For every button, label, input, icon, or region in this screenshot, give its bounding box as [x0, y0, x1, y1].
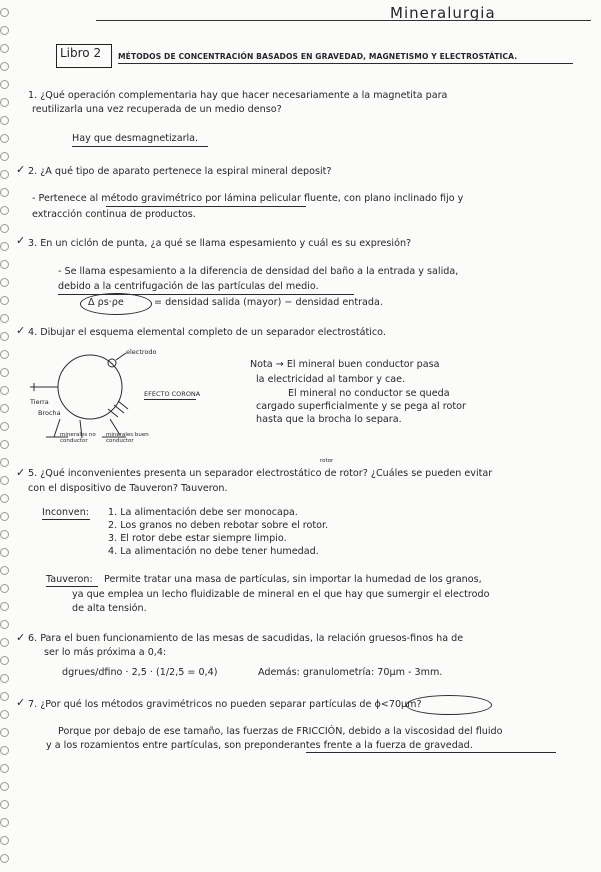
- tauv-underline: [46, 586, 98, 587]
- q5-item-4: 4. La alimentación no debe tener humedad.: [108, 546, 319, 557]
- check-mark: ✓: [16, 466, 26, 479]
- chapter-underline: [118, 63, 573, 64]
- q2-ans1: - Pertenece al método gravimétrico por lámina pelicular fluente, con plano inclinado fijo y: [32, 193, 464, 204]
- q5-tauv3: de alta tensión.: [72, 603, 147, 614]
- q3-formula-text: = densidad salida (mayor) − densidad entrada.: [154, 297, 383, 308]
- q4-note5: hasta que la brocha lo separa.: [256, 414, 402, 425]
- q7-line1: 7. ¿Por qué los métodos gravimétricos no pueden separar partículas de ϕ<70μm?: [28, 699, 422, 710]
- q1-answer: Hay que desmagnetizarla.: [72, 133, 199, 144]
- q5-tauv1: Permite tratar una masa de partículas, sin importar la humedad de los granos,: [104, 574, 482, 585]
- q1-line2: reutilizarla una vez recuperada de un medio denso?: [32, 104, 282, 115]
- q7-underline: [306, 752, 556, 753]
- check-mark: ✓: [16, 696, 26, 709]
- check-mark: ✓: [16, 234, 26, 247]
- q4-note4: cargado superficialmente y se pega al rotor: [256, 401, 466, 412]
- q2-line1: 2. ¿A qué tipo de aparato pertenece la espiral mineral deposit?: [28, 166, 332, 177]
- q1-underline: [72, 146, 208, 147]
- corona-underline: [144, 399, 196, 400]
- q3-ans2: debido a la centrifugación de las partículas del medio.: [58, 281, 319, 292]
- q6-line1: 6. Para el buen funcionamiento de las mesas de sacudidas, la relación gruesos-finos ha de: [28, 633, 464, 644]
- q6-adem: Además: granulometría: 70μm - 3mm.: [258, 667, 443, 678]
- q5-item-1: 1. La alimentación debe ser monocapa.: [108, 507, 298, 518]
- q7-ans2: y a los rozamientos entre partículas, son preponderantes frente a la fuerza de gravedad.: [46, 740, 473, 751]
- q5-line2: con el dispositivo de Tauveron? Tauveron.: [28, 483, 228, 494]
- incon-underline: [42, 519, 90, 520]
- header-rule: [96, 20, 591, 21]
- check-mark: ✓: [16, 631, 26, 644]
- q3-formula: Δ ρs·ρe: [88, 297, 124, 308]
- q5-incon-label: Inconven:: [42, 507, 90, 518]
- book-label: Libro 2: [60, 46, 102, 60]
- q5-line1: 5. ¿Qué inconvenientes presenta un separador electrostático de rotor? ¿Cuáles se pueden evitar: [28, 468, 493, 479]
- q4-note1: Nota → El mineral buen conductor pasa: [250, 359, 440, 370]
- q5-extra-rotor: rotor: [320, 458, 334, 464]
- label-brocha: Brocha: [38, 409, 61, 417]
- spiral-binding: [0, 8, 10, 872]
- label-minerales-no: minerales no conductor: [60, 432, 96, 444]
- label-minerales-cond: minerales buen conductor: [106, 432, 149, 444]
- rotor-drum: [58, 355, 122, 419]
- phi-circle: [406, 695, 492, 715]
- q3-line1: 3. En un ciclón de punta, ¿a qué se llama espesamiento y cuál es su expresión?: [28, 238, 412, 249]
- check-mark: ✓: [16, 324, 26, 337]
- q5-tauv2: ya que emplea un lecho fluidizable de mineral en el que hay que sumergir el electrodo: [72, 589, 490, 600]
- q2-ans2: extracción continua de productos.: [32, 209, 196, 220]
- q5-item-2: 2. Los granos no deben rebotar sobre el rotor.: [108, 520, 329, 531]
- q7-ans1: Porque por debajo de ese tamaño, las fuerzas de FRICCIÓN, debido a la viscosidad del fluido: [58, 726, 503, 737]
- page-title: Mineralurgia: [390, 4, 496, 22]
- q4-note3: El mineral no conductor se queda: [288, 388, 450, 399]
- q5-item-3: 3. El rotor debe estar siempre limpio.: [108, 533, 287, 544]
- q3-ans1: - Se llama espesamiento a la diferencia de densidad del baño a la entrada y salida,: [58, 266, 459, 277]
- check-mark: ✓: [16, 163, 26, 176]
- label-tierra: Tierra: [30, 398, 49, 406]
- chapter-title: MÉTODOS DE CONCENTRACIÓN BASADOS EN GRAVEDAD, MAGNETISMO Y ELECTROSTÁTICA.: [118, 52, 518, 61]
- q2-underline: [106, 206, 306, 207]
- label-corona: EFECTO CORONA: [144, 390, 201, 398]
- q6-formula: dgrues/dfino · 2,5 · (1/2,5 = 0,4): [62, 667, 218, 678]
- electrode-wire: [108, 359, 116, 367]
- q5-tauv-label: Tauveron:: [46, 574, 93, 585]
- q6-line2: ser lo más próxima a 0,4:: [44, 647, 167, 658]
- q4-line1: 4. Dibujar el esquema elemental completo de un separador electrostático.: [28, 327, 386, 338]
- label-electrode: electrodo: [126, 348, 157, 356]
- q4-note2: la electricidad al tambor y cae.: [256, 374, 406, 385]
- q1-line1: 1. ¿Qué operación complementaria hay que hacer necesariamente a la magnetita para: [28, 90, 448, 101]
